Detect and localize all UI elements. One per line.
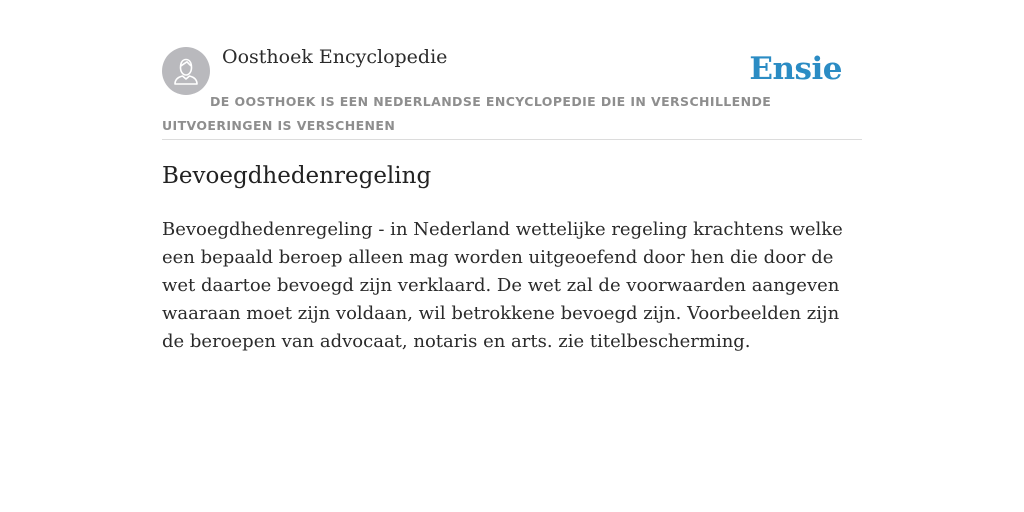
avatar[interactable] [162, 47, 210, 95]
source-tagline: DE OOSTHOEK IS EEN NEDERLANDSE ENCYCLOPEDIE DIE IN VERSCHILLENDE UITVOERINGEN IS VERSCHENEN [162, 94, 772, 133]
article-title: Bevoegdhedenregeling [162, 163, 432, 189]
divider [162, 139, 862, 140]
article-body: Bevoegdhedenregeling - in Nederland wettelijke regeling krachtens welke een bepaald beroep alleen mag worden uitgeoefend door hen die door de wet daartoe bevoegd zijn verklaard. De wet zal de voorwaarden aangeven waaraan moet zijn voldaan, wil betrokkene bevoegd zijn. Voorbeelden zijn de beroepen van advocaat, notaris en arts. zie titelbescherming. [162, 219, 843, 352]
brand-logo[interactable]: Ensie [749, 51, 842, 87]
user-icon [162, 47, 210, 95]
source-name[interactable]: Oosthoek Encyclopedie [222, 46, 448, 68]
